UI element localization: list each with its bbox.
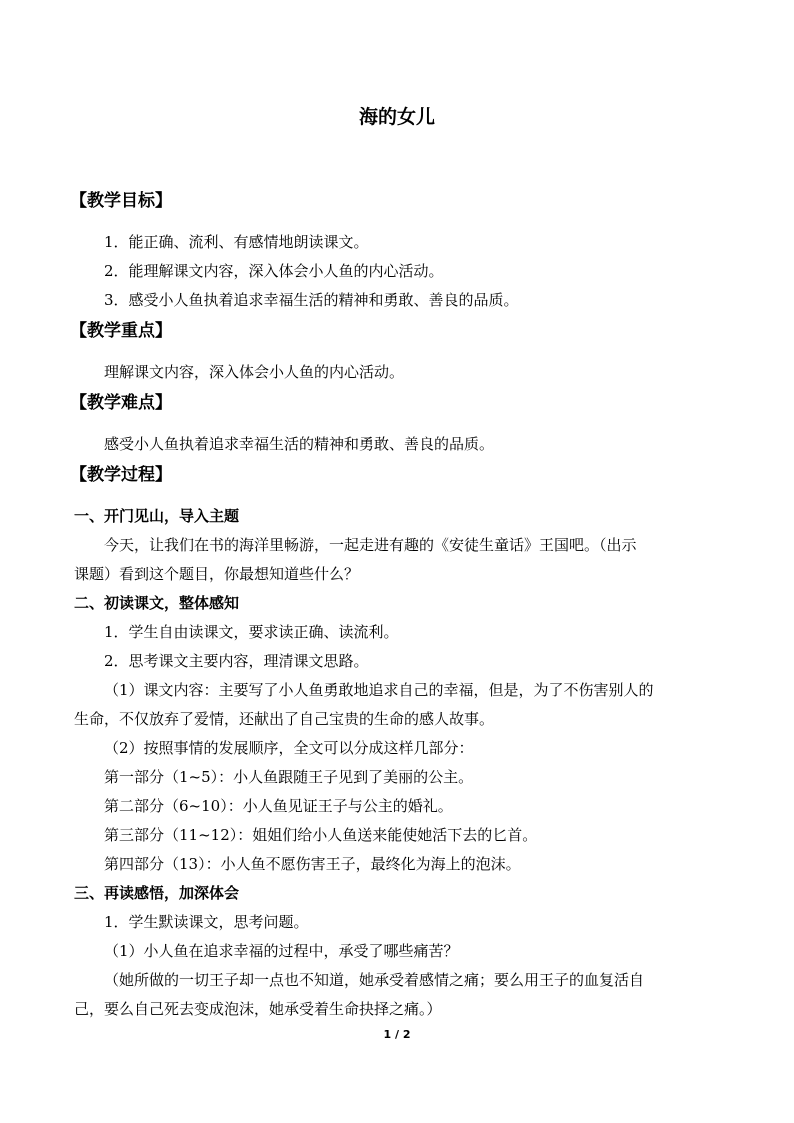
key-points-heading: 【教学重点】 [70, 321, 172, 341]
part2-line: 第一部分（1~5）：小人鱼跟随王子见到了美丽的公主。 [104, 768, 474, 786]
part3-line: （1）小人鱼在追求幸福的过程中，承受了哪些痛苦？ [104, 942, 459, 960]
part2-line: 第三部分（11~12）：姐姐们给小人鱼送来能使她活下去的匕首。 [104, 826, 538, 844]
part2-line: （1）课文内容：主要写了小人鱼勇敢地追求自己的幸福，但是，为了不伤害别人的 [104, 681, 654, 699]
part3-line: 1．学生默读课文，思考问题。 [104, 913, 309, 931]
part3-title: 三、再读感悟，加深体会 [74, 884, 240, 902]
goal-item: 2．能理解课文内容，深入体会小人鱼的内心活动。 [104, 262, 444, 280]
part1-line: 课题）看到这个题目，你最想知道些什么？ [74, 565, 360, 583]
difficulties-text: 感受小人鱼执着追求幸福生活的精神和勇敢、善良的品质。 [104, 435, 495, 453]
goals-heading: 【教学目标】 [70, 191, 172, 211]
page-number: 1 / 2 [383, 1028, 411, 1041]
part2-line: 第二部分（6~10）：小人鱼见证王子与公主的婚礼。 [104, 797, 453, 815]
part2-line: 1．学生自由读课文，要求读正确、读流利。 [104, 623, 399, 641]
goal-item: 3．感受小人鱼执着追求幸福生活的精神和勇敢、善良的品质。 [104, 291, 519, 309]
part3-line: （她所做的一切王子却一点也不知道，她承受着感情之痛；要么用王子的血复活自 [104, 971, 645, 989]
part2-title: 二、初读课文，整体感知 [74, 594, 240, 612]
part2-line: （2）按照事情的发展顺序，全文可以分成这样几部分： [104, 739, 474, 757]
difficulties-heading: 【教学难点】 [70, 393, 172, 413]
document-title: 海的女儿 [358, 106, 435, 128]
part2-line: 2．思考课文主要内容，理清课文思路。 [104, 652, 369, 670]
key-points-text: 理解课文内容，深入体会小人鱼的内心活动。 [104, 363, 405, 381]
goal-item: 1．能正确、流利、有感情地朗读课文。 [104, 233, 369, 251]
part1-title: 一、开门见山，导入主题 [74, 507, 240, 525]
part2-line: 生命，不仅放弃了爱情，还献出了自己宝贵的生命的感人故事。 [74, 710, 495, 728]
part1-line: 今天，让我们在书的海洋里畅游，一起走进有趣的《安徒生童话》王国吧。（出示 [104, 536, 637, 554]
part2-line: 第四部分（13）：小人鱼不愿伤害王子，最终化为海上的泡沫。 [104, 855, 521, 873]
part3-line: 己，要么自己死去变成泡沫，她承受着生命抉择之痛。） [74, 1000, 442, 1018]
process-heading: 【教学过程】 [70, 465, 172, 485]
